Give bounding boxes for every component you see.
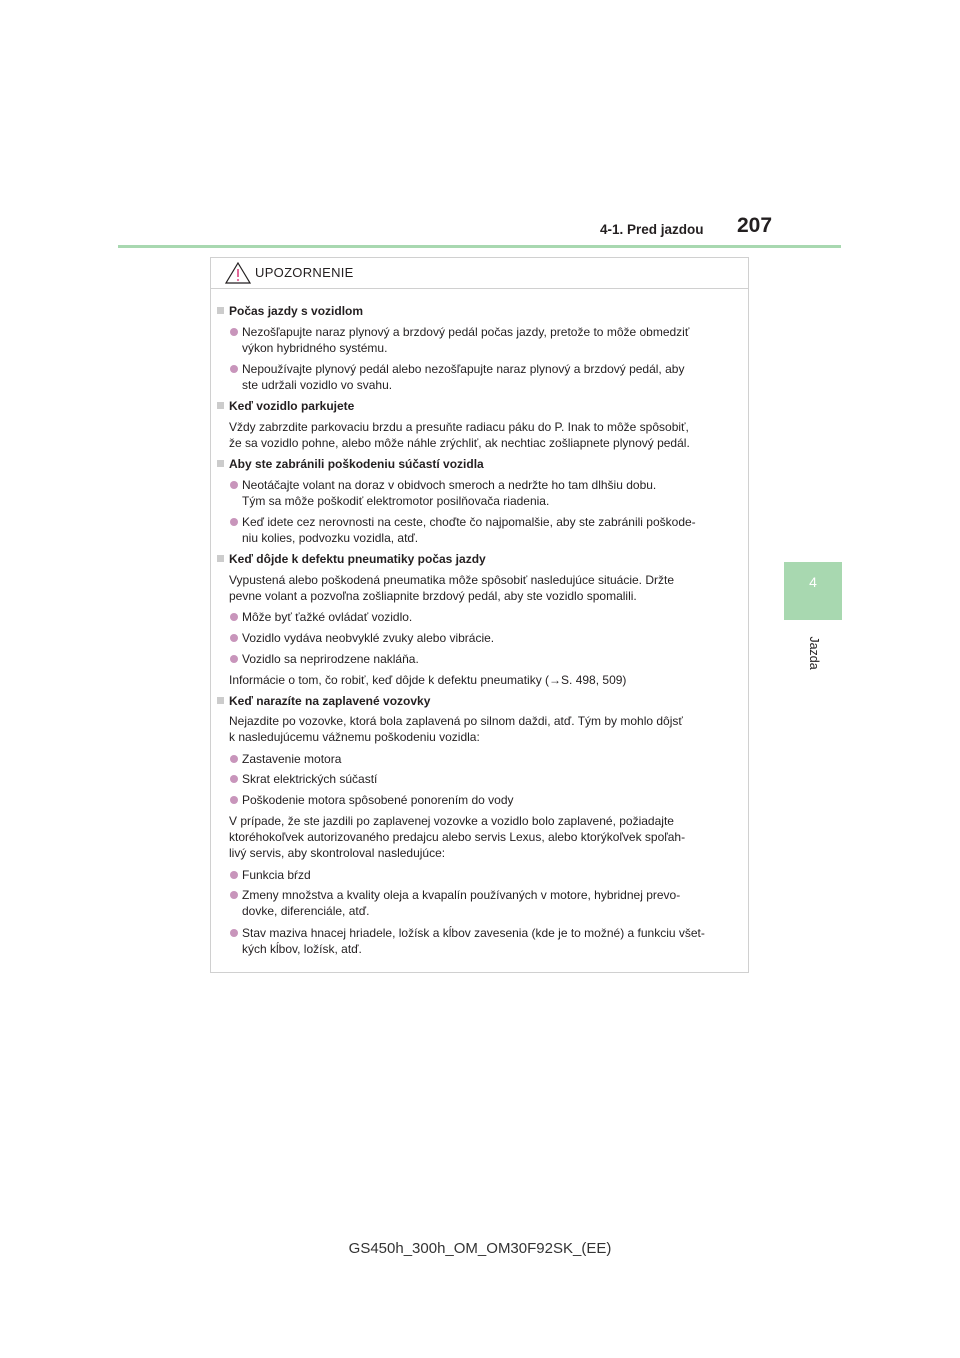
bullet-dot-icon xyxy=(230,891,238,899)
text-line: výkon hybridného systému. xyxy=(242,340,388,355)
text-line: Nejazdite po vozovke, ktorá bola zaplavená po silnom daždi, atď. Tým by mohlo dôjsť xyxy=(229,714,683,729)
bullet-dot-icon xyxy=(230,328,238,336)
warning-title: UPOZORNENIE xyxy=(255,265,354,280)
bullet-item xyxy=(229,361,740,393)
heading-square-icon xyxy=(217,307,224,314)
text-line: Tým sa môže poškodiť elektromotor posilňovača riadenia. xyxy=(242,494,550,508)
paragraph xyxy=(229,672,740,688)
bullet-item xyxy=(229,324,740,356)
bullet-dot-icon xyxy=(230,871,238,879)
bullet-dot-icon xyxy=(230,755,238,763)
text-line: niu kolies, podvozku vozidla, atď. xyxy=(242,531,419,546)
text-line: Nezošľapujte naraz plynový a brzdový pedál počas jazdy, pretože to môže obmedziť xyxy=(242,324,690,339)
text-line: Zmeny množstva a kvality oleja a kvapalín používaných v motore, hybridnej prevo- xyxy=(242,888,681,903)
text-line: Poškodenie motora spôsobené ponorením do vody xyxy=(242,793,514,808)
heading-text: Aby ste zabránili poškodeniu súčastí vozidla xyxy=(229,457,484,472)
heading-square-icon xyxy=(217,697,224,704)
bullet-dot-icon xyxy=(230,796,238,804)
section-heading xyxy=(217,456,740,472)
warning-box xyxy=(210,257,749,973)
text-line: Vypustená alebo poškodená pneumatika môže spôsobiť nasledujúce situácie. Držte xyxy=(229,573,674,588)
paragraph xyxy=(229,813,740,861)
bullet-item xyxy=(229,630,740,646)
bullet-item xyxy=(229,771,740,787)
bullet-dot-icon xyxy=(230,365,238,373)
page-number: 207 xyxy=(737,214,773,237)
heading-text: Keď narazíte na zaplavené vozovky xyxy=(229,693,431,708)
bullet-item xyxy=(229,867,740,883)
bullet-item xyxy=(229,792,740,808)
section-heading xyxy=(217,303,740,319)
document-code: GS450h_300h_OM_OM30F92SK_(EE) xyxy=(348,1240,612,1257)
text-line: ktoréhokoľvek autorizovaného predajcu alebo servis Lexus, alebo ktorýkoľvek spoľah- xyxy=(229,830,686,844)
bullet-dot-icon xyxy=(230,613,238,621)
paragraph xyxy=(229,419,740,451)
text-line: Zastavenie motora xyxy=(242,751,342,766)
text-line: Neotáčajte volant na doraz v obidvoch smeroch a nedržte ho tam dlhšiu dobu. xyxy=(242,478,657,492)
section-title: 4-1. Pred jazdou xyxy=(600,222,704,237)
text-line: livý servis, aby skontroloval nasledujúce: xyxy=(229,846,446,860)
text-line: dovke, diferenciále, atď. xyxy=(242,904,370,919)
section-heading xyxy=(217,693,740,709)
bullet-dot-icon xyxy=(230,634,238,642)
text-line: pevne volant a pozvoľna zošliapnite brzdový pedál, aby ste vozidlo spomalili. xyxy=(229,589,637,604)
text-line: Vždy zabrzdite parkovaciu brzdu a presuňte radiacu páku do P. Inak to môže spôsobiť, xyxy=(229,420,689,434)
chapter-label xyxy=(804,628,824,678)
chapter-tab xyxy=(784,562,842,620)
text-line: V prípade, že ste jazdili po zaplavenej vozovke a vozidlo bolo zaplavené, požiadajte xyxy=(229,814,674,828)
text-line: Informácie o tom, čo robiť, keď dôjde k defektu pneumatiky (→S. 498, 509) xyxy=(229,672,627,687)
text-line: Keď idete cez nerovnosti na ceste, choďte čo najpomalšie, aby ste zabránili poškode- xyxy=(242,515,696,530)
section-heading xyxy=(217,551,740,567)
chapter-tab-number: 4 xyxy=(809,574,817,590)
bullet-dot-icon xyxy=(230,481,238,489)
bullet-dot-icon xyxy=(230,655,238,663)
bullet-dot-icon xyxy=(230,518,238,526)
bullet-dot-icon xyxy=(230,775,238,783)
text-line: Vozidlo vydáva neobvyklé zvuky alebo vibrácie. xyxy=(242,631,495,646)
bullet-dot-icon xyxy=(230,929,238,937)
header-rule xyxy=(118,245,841,248)
paragraph xyxy=(229,572,740,604)
bullet-item xyxy=(229,887,740,919)
chapter-label-text: Jazda xyxy=(807,636,821,670)
bullet-item xyxy=(229,925,740,957)
text-line: ste udržali vozidlo vo svahu. xyxy=(242,378,393,392)
paragraph xyxy=(229,713,740,745)
heading-square-icon xyxy=(217,402,224,409)
heading-square-icon xyxy=(217,555,224,562)
text-line: Vozidlo sa neprirodzene nakláňa. xyxy=(242,652,419,666)
bullet-item xyxy=(229,477,740,509)
heading-square-icon xyxy=(217,460,224,467)
text-line: kých kĺbov, ložísk, atď. xyxy=(242,941,362,956)
bullet-item xyxy=(229,609,740,625)
text-line: Stav maziva hnacej hriadele, ložísk a kĺbov zavesenia (kde je to možné) a funkciu všet- xyxy=(242,925,705,940)
text-line: Môže byť ťažké ovládať vozidlo. xyxy=(242,610,413,625)
text-line: Skrat elektrických súčastí xyxy=(242,772,378,787)
heading-text: Keď dôjde k defektu pneumatiky počas jazdy xyxy=(229,552,486,567)
section-heading xyxy=(217,398,740,414)
bullet-item xyxy=(229,651,740,667)
heading-text: Keď vozidlo parkujete xyxy=(229,399,355,414)
heading-text: Počas jazdy s vozidlom xyxy=(229,304,364,318)
text-line: že sa vozidlo pohne, alebo môže náhle zrýchliť, ak nechtiac zošliapnete plynový pedál. xyxy=(229,436,690,450)
bullet-item xyxy=(229,751,740,767)
text-line: k nasledujúcemu vážnemu poškodeniu vozidla: xyxy=(229,730,480,745)
warning-content xyxy=(211,258,748,972)
text-line: Funkcia bŕzd xyxy=(242,867,311,882)
text-line: Nepoužívajte plynový pedál alebo nezošľapujte naraz plynový a brzdový pedál, aby xyxy=(242,362,685,376)
bullet-item xyxy=(229,514,740,546)
